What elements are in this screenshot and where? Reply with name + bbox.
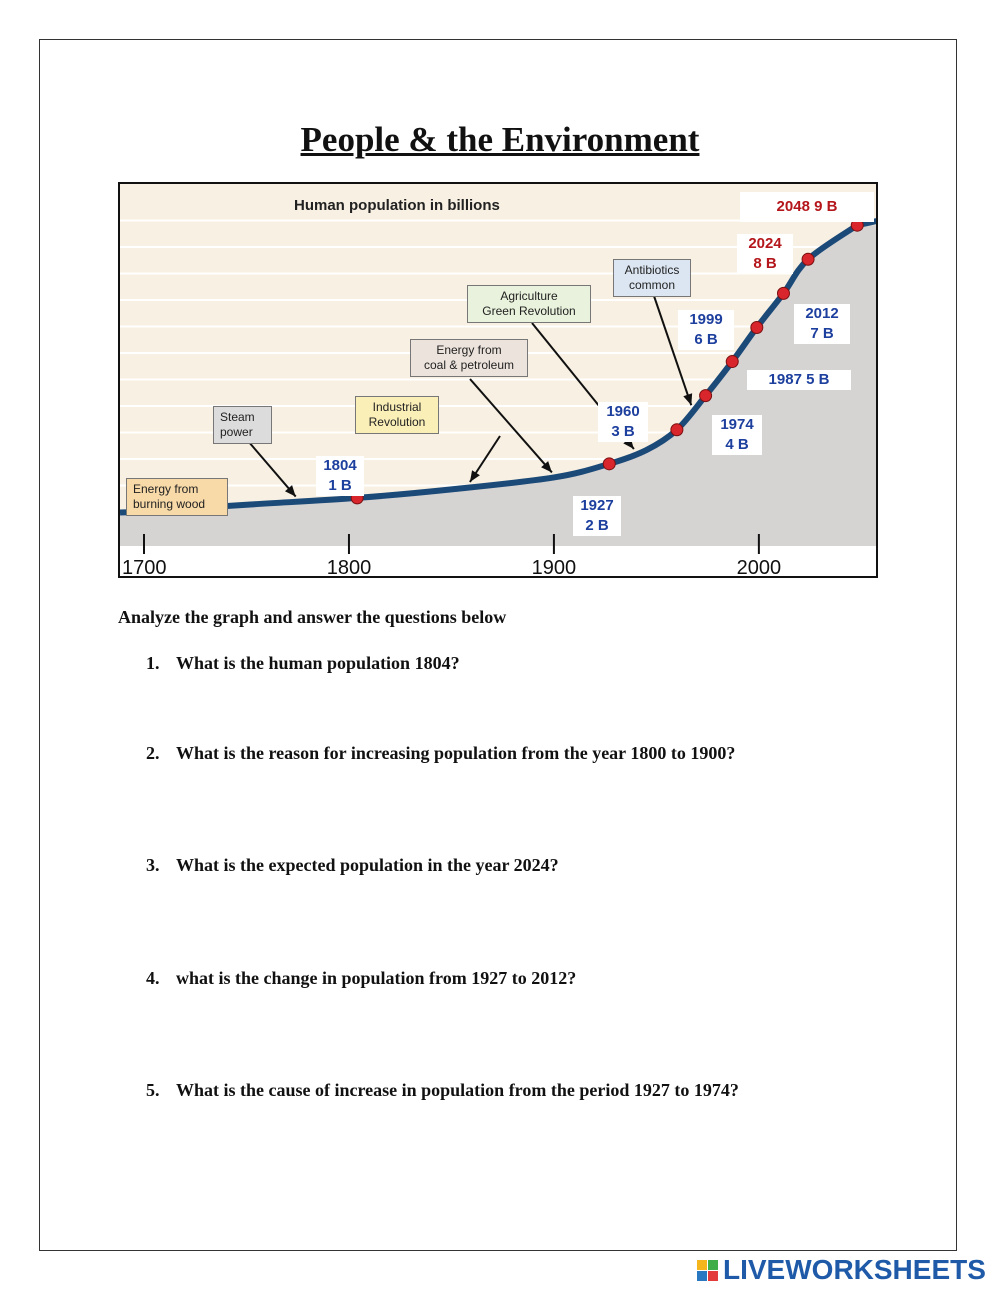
label-pop: 4 B [725,436,749,453]
annotation-antibiotics [613,259,691,297]
label-pop: 2 B [585,517,609,534]
question-text: What is the expected population in the year 2024? [176,855,559,875]
label-pop: 6 B [694,331,718,348]
annotation-line: coal & petroleum [423,358,515,372]
annotation-line: Energy from [436,343,502,357]
label-pop: 3 B [611,423,635,440]
annotation-line: burning wood [133,497,206,511]
milestone-dot-2024 [802,253,814,265]
label-pop: 7 B [810,325,834,342]
label-year: 1927 [580,497,614,514]
label-2048 [740,192,874,222]
question-text: What is the reason for increasing population from the year 1800 to 1900? [176,743,736,763]
label-2024 [737,234,793,274]
question-3 [146,855,559,876]
label-year: 1999 [689,311,723,328]
question-2 [146,743,735,764]
label-pop: 8 B [753,255,777,272]
label-year: 1960 [606,403,640,420]
milestone-dot-1999 [751,321,763,333]
population-chart [118,182,878,578]
label-year: 2048 [776,198,810,215]
question-1 [146,653,460,674]
question-number: 1. [146,653,160,673]
annotation-line: Industrial [372,400,422,414]
annotation-line: common [628,278,675,292]
annotation-line: Green Revolution [482,304,576,318]
label-year: 1974 [720,416,754,433]
annotation-line: Agriculture [500,289,558,303]
question-text: what is the change in population from 1927 to 2012? [176,968,577,988]
annotation-line: Revolution [368,415,426,429]
question-number: 5. [146,1080,160,1100]
milestone-dot-1974 [700,390,712,402]
milestone-dot-1960 [671,424,683,436]
annotation-green-revolution [467,285,591,323]
x-tick-label: 2000 [736,557,782,576]
question-text: What is the human population 1804? [176,653,460,673]
label-1974 [712,415,762,455]
label-pop: 9 B [814,198,838,215]
arrow-head [683,393,692,405]
label-year: 2012 [805,305,839,322]
question-number: 3. [146,855,160,875]
question-5 [146,1080,739,1101]
page-title: People & the Environment [300,120,700,159]
x-tick-label: 1700 [122,557,167,576]
question-text: What is the cause of increase in population from the period 1927 to 1974? [176,1080,739,1100]
instructions: Analyze the graph and answer the questions below [118,607,507,627]
annotation-coal-petroleum [410,339,528,377]
label-1927 [573,496,621,536]
annotation-line: Energy from [133,482,199,496]
milestone-dot-1927 [603,458,615,470]
question-4 [146,968,576,989]
label-1987 [747,370,851,390]
label-2012 [794,304,850,344]
label-year: 1987 [768,371,802,388]
liveworksheets-logo-icon [697,1258,719,1282]
arrow-head [470,470,480,482]
annotation-industrial-revolution [355,396,439,434]
label-year: 2024 [748,235,782,252]
question-number: 4. [146,968,160,988]
label-year: 1804 [323,457,357,474]
annotation-steam-power [213,406,272,444]
annotation-line: Steam [220,410,255,424]
milestone-dot-1987 [726,356,738,368]
brand-wordmark: LIVEWORKSHEETS [723,1254,986,1285]
label-pop: 5 B [806,371,830,388]
x-tick-label: 1800 [326,557,372,576]
label-1999 [678,310,734,350]
annotation-line: Antibiotics [624,263,680,277]
label-1804 [316,456,364,496]
annotation-line: power [220,425,253,439]
label-1960 [598,402,648,442]
brand-logo[interactable] [697,1256,986,1284]
x-tick-label: 1900 [531,557,577,576]
milestone-dot-2012 [777,287,789,299]
label-pop: 1 B [328,477,352,494]
chart-title: Human population in billions [294,197,500,214]
question-number: 2. [146,743,160,763]
annotation-burning-wood [126,478,228,516]
